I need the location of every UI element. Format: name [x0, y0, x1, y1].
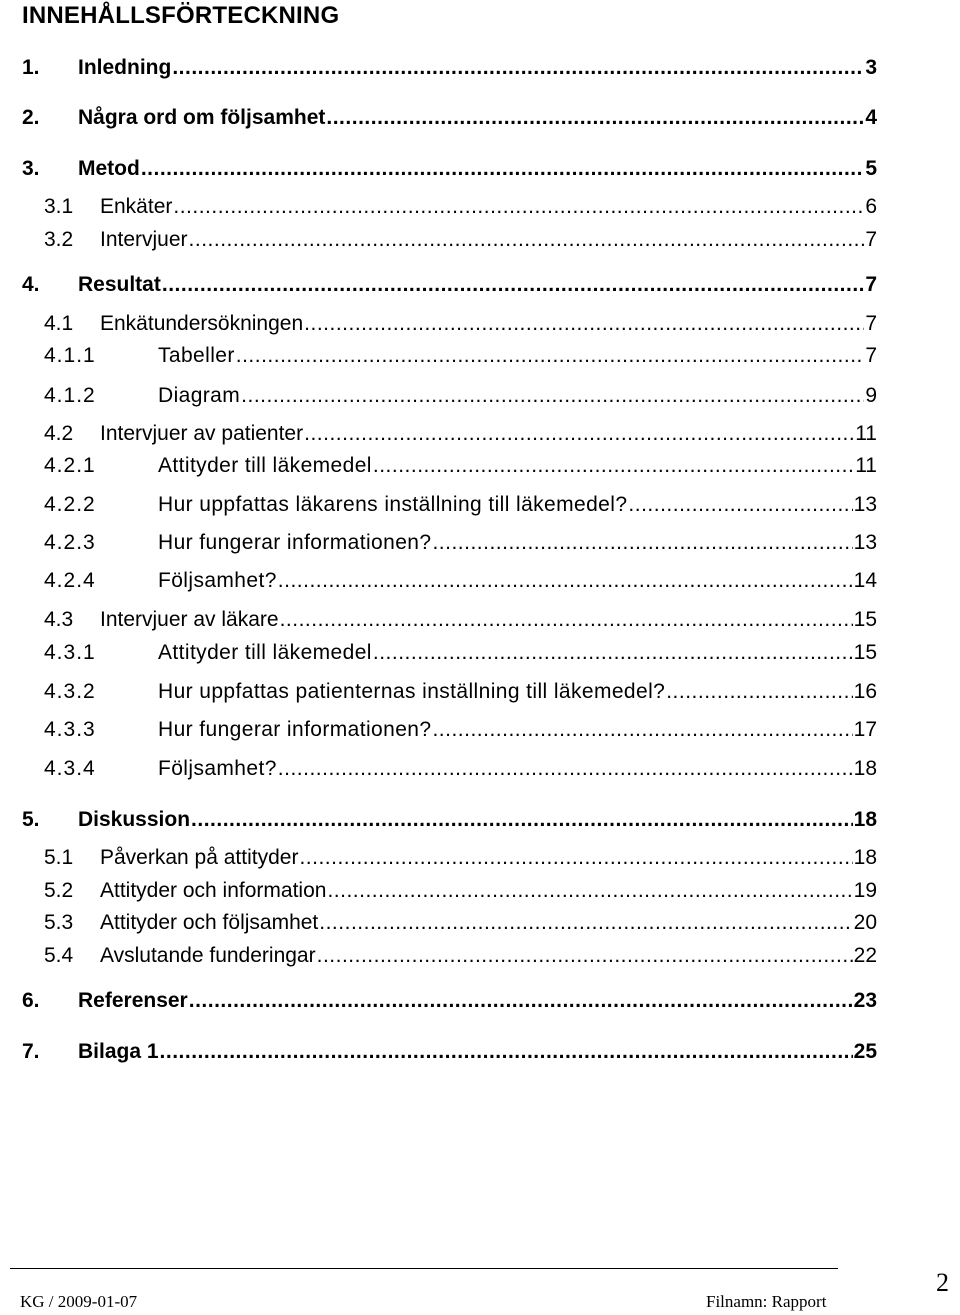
toc-entry-number: 4.3.2: [44, 680, 96, 703]
toc-entry[interactable]: [0, 944, 877, 972]
toc-entry-title: Följsamhet?: [158, 757, 277, 780]
dot-leader: [241, 384, 864, 408]
toc-entry-page: 22: [853, 944, 877, 967]
dot-leader: [189, 228, 865, 252]
toc-entry[interactable]: [0, 989, 877, 1017]
dot-leader: [304, 422, 854, 446]
dot-leader: [319, 911, 852, 935]
toc-entry-title: Diagram: [158, 384, 241, 407]
toc-entry[interactable]: [0, 531, 877, 559]
toc-entry-number: 7.: [22, 1040, 40, 1063]
toc-entry-page: 4: [865, 106, 877, 129]
toc-entry[interactable]: [0, 157, 877, 185]
toc-entry-page: 19: [853, 879, 877, 902]
toc-entry[interactable]: [0, 273, 877, 301]
toc-entry-number: 4.2: [44, 422, 74, 445]
toc-entry-page: 7: [865, 273, 877, 296]
toc-entry-page: 7: [865, 228, 877, 251]
toc-entry-number: 3.1: [44, 195, 74, 218]
toc-entry[interactable]: [0, 879, 877, 907]
dot-leader: [160, 1040, 853, 1064]
toc-entry-page: 7: [865, 344, 877, 367]
toc-entry-number: 4.1: [44, 312, 74, 335]
toc-entry[interactable]: [0, 422, 877, 450]
dot-leader: [173, 195, 864, 219]
dot-leader: [326, 106, 864, 130]
toc-entry-page: 13: [853, 493, 877, 516]
footer-author-date: KG / 2009-01-07: [20, 1292, 138, 1311]
toc-entry-number: 2.: [22, 106, 40, 129]
toc-entry-page: 9: [865, 384, 877, 407]
footer-rule: [10, 1268, 838, 1269]
dot-leader: [304, 312, 864, 336]
toc-entry-title: Avslutande funderingar: [100, 944, 316, 967]
dot-leader: [278, 757, 853, 781]
toc-entry[interactable]: [0, 911, 877, 939]
dot-leader: [280, 608, 853, 632]
dot-leader: [299, 846, 852, 870]
toc-entry-number: 3.: [22, 157, 40, 180]
toc-entry-title: Hur fungerar informationen?: [158, 718, 432, 741]
toc-entry-page: 3: [865, 56, 877, 79]
toc-entry[interactable]: [0, 228, 877, 256]
toc-entry-number: 5.4: [44, 944, 74, 967]
toc-entry-page: 16: [853, 680, 877, 703]
dot-leader: [666, 680, 852, 704]
toc-entry-page: 11: [855, 454, 877, 477]
toc-entry-title: Attityder och följsamhet: [100, 911, 319, 934]
toc-entry-number: 6.: [22, 989, 40, 1012]
toc-entry[interactable]: [0, 569, 877, 597]
toc-entry-page: 25: [853, 1040, 877, 1063]
dot-leader: [191, 808, 853, 832]
toc-entry-page: 11: [855, 422, 877, 445]
toc-entry[interactable]: [0, 608, 877, 636]
dot-leader: [141, 157, 864, 181]
toc-entry-title: Resultat: [78, 273, 161, 296]
dot-leader: [162, 273, 864, 297]
toc-entry-number: 4.: [22, 273, 40, 296]
toc-entry[interactable]: [0, 195, 877, 223]
toc-entry-title: Påverkan på attityder: [100, 846, 299, 869]
toc-entry[interactable]: [0, 454, 877, 482]
toc-entry-page: 15: [853, 641, 877, 664]
dot-leader: [327, 879, 852, 903]
toc-entry-number: 4.2.4: [44, 569, 96, 592]
toc-entry[interactable]: [0, 808, 877, 836]
dot-leader: [278, 569, 853, 593]
toc-entry-title: Attityder till läkemedel: [158, 641, 372, 664]
page-number: 2: [936, 1268, 949, 1297]
dot-leader: [628, 493, 852, 517]
toc-title: INNEHÅLLSFÖRTECKNING: [22, 2, 340, 29]
toc-entry-title: Attityder till läkemedel: [158, 454, 372, 477]
toc-entry-page: 17: [853, 718, 877, 741]
toc-entry-title: Hur uppfattas patienternas inställning till läkemedel?: [158, 680, 666, 703]
toc-entry[interactable]: [0, 312, 877, 340]
toc-entry-number: 5.1: [44, 846, 74, 869]
toc-entry-number: 5.: [22, 808, 40, 831]
toc-entry-page: 18: [853, 846, 877, 869]
toc-entry[interactable]: [0, 56, 877, 84]
toc-entry-number: 1.: [22, 56, 40, 79]
toc-entry[interactable]: [0, 680, 877, 708]
dot-leader: [172, 56, 864, 80]
toc-entry-title: Metod: [78, 157, 140, 180]
dot-leader: [317, 944, 853, 968]
toc-entry[interactable]: [0, 384, 877, 412]
toc-entry-page: 15: [853, 608, 877, 631]
toc-entry-number: 4.3: [44, 608, 74, 631]
toc-entry[interactable]: [0, 1040, 877, 1068]
toc-entry-title: Diskussion: [78, 808, 191, 831]
toc-entry-title: Inledning: [78, 56, 172, 79]
toc-entry-number: 4.2.1: [44, 454, 96, 477]
toc-entry-number: 4.1.1: [44, 344, 96, 367]
toc-entry-title: Bilaga 1: [78, 1040, 159, 1063]
toc-entry-page: 20: [853, 911, 877, 934]
toc-entry-page: 23: [853, 989, 877, 1012]
toc-entry-number: 4.3.3: [44, 718, 96, 741]
dot-leader: [236, 344, 865, 368]
toc-entry-title: Intervjuer: [100, 228, 188, 251]
dot-leader: [373, 454, 854, 478]
toc-entry-number: 5.3: [44, 911, 74, 934]
dot-leader: [189, 989, 853, 1013]
toc-entry-page: 18: [853, 808, 877, 831]
toc-entry[interactable]: [0, 344, 877, 372]
footer-filename: Filnamn: Rapport: [706, 1292, 827, 1311]
toc-entry-title: Intervjuer av läkare: [100, 608, 279, 631]
toc-entry-page: 13: [853, 531, 877, 554]
toc-entry-number: 5.2: [44, 879, 74, 902]
toc-entry[interactable]: [0, 718, 877, 746]
toc-entry-title: Referenser: [78, 989, 188, 1012]
toc-entry-number: 4.2.2: [44, 493, 96, 516]
toc-entry-title: Enkätundersökningen: [100, 312, 304, 335]
toc-entry-title: Attityder och information: [100, 879, 327, 902]
toc-entry-title: Intervjuer av patienter: [100, 422, 304, 445]
toc-entry-title: Hur uppfattas läkarens inställning till läkemedel?: [158, 493, 628, 516]
toc-entry-number: 4.1.2: [44, 384, 96, 407]
toc-entry-title: Enkäter: [100, 195, 173, 218]
toc-entry[interactable]: [0, 846, 877, 874]
toc-entry-number: 4.2.3: [44, 531, 96, 554]
toc-entry-page: 5: [865, 157, 877, 180]
toc-entry[interactable]: [0, 757, 877, 785]
toc-entry-title: Följsamhet?: [158, 569, 277, 592]
toc-entry-title: Några ord om följsamhet: [78, 106, 326, 129]
toc-entry-page: 7: [865, 312, 877, 335]
toc-entry-number: 4.3.1: [44, 641, 96, 664]
toc-entry-page: 6: [865, 195, 877, 218]
dot-leader: [432, 718, 852, 742]
dot-leader: [432, 531, 852, 555]
toc-entry-number: 3.2: [44, 228, 74, 251]
toc-entry-page: 14: [853, 569, 877, 592]
toc-entry[interactable]: [0, 106, 877, 134]
toc-entry-number: 4.3.4: [44, 757, 96, 780]
dot-leader: [373, 641, 853, 665]
toc-entry-page: 18: [853, 757, 877, 780]
toc-entry-title: Hur fungerar informationen?: [158, 531, 432, 554]
toc-entry[interactable]: [0, 641, 877, 669]
toc-entry-title: Tabeller: [158, 344, 235, 367]
toc-entry[interactable]: [0, 493, 877, 521]
